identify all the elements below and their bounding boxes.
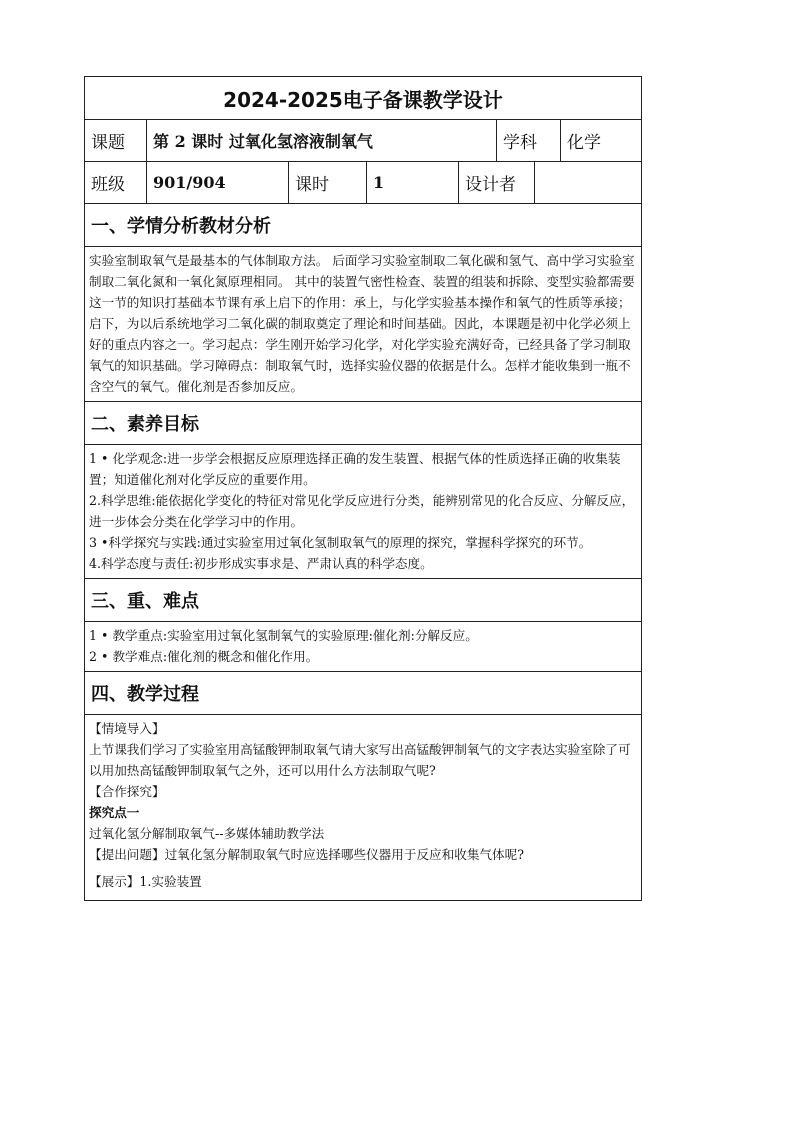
- section-heading: 三、重、难点: [91, 591, 199, 612]
- paragraph: 1 • 教学重点:实验室用过氧化氢制氧气的实验原理:催化剂:分解反应。: [89, 628, 478, 643]
- section-1-body: [84, 247, 642, 402]
- section-3-header: [84, 579, 642, 622]
- section-2-body: [84, 445, 642, 579]
- title-row: [84, 76, 642, 120]
- section-content: [85, 445, 641, 578]
- class-row: [84, 162, 642, 204]
- document-title: 2024-2025电子备课教学设计: [223, 87, 503, 112]
- paragraph: 上节课我们学习了实验室用高锰酸钾制取氧气请大家写出高锰酸钾制氧气的文字表达实验室除了可以用加热高锰酸钾制取氧气之外，还可以用什么方法制取气呢?: [89, 742, 631, 778]
- topic-label: 课题: [85, 120, 147, 161]
- section-4-header: [84, 672, 642, 715]
- section-4-body: [84, 715, 642, 901]
- section-heading: 一、学情分析教材分析: [91, 216, 271, 237]
- paragraph: 【提出问题】过氧化氢分解制取氧气时应选择哪些仪器用于反应和收集气体呢?: [89, 847, 524, 862]
- paragraph: 过氧化氢分解制取氧气--多媒体辅助教学法: [89, 826, 325, 841]
- class-value: 901/904: [147, 162, 289, 203]
- hours-label: 课时: [289, 162, 367, 203]
- section-content: [85, 622, 484, 671]
- hours-value: 1: [367, 162, 459, 203]
- section-3-body: [84, 622, 642, 672]
- class-label: 班级: [85, 162, 147, 203]
- section-content: [85, 715, 641, 900]
- paragraph: 【合作探究】: [89, 784, 165, 799]
- paragraph: 【情境导入】: [89, 721, 165, 736]
- paragraph: 1 • 化学观念:进一步学会根据反应原理选择正确的发生装置、根据气体的性质选择正确的收集装置；知道催化剂对化学反应的重要作用。: [89, 451, 621, 487]
- paragraph: 探究点一: [89, 805, 140, 820]
- topic-row: [84, 120, 642, 162]
- designer-label: 设计者: [459, 162, 535, 203]
- topic-value: 第 2 课时 过氧化氢溶液制氧气: [147, 120, 497, 161]
- paragraph: 实验室制取氧气是最基本的气体制取方法。 后面学习实验室制取二氧化碳和氢气、高中学习实验室制取二氧化氮和一氧化氮原理相同。 其中的装置气密性检查、装置的组装和拆除、变型实验都需要这一节的知识打基础本节课有承上启下的作用：承上，与化学实验基本操作和氧气的性质等承接；启下，为以后系统地学习二氧化碳的制取奠定了理论和时间基础。因此，本课题是初中化学必须上好的重点内容之一。学习起点：学生刚开始学习化学，对化学实验充满好奇，已经具备了学习制取氧气的知识基础。学习障碍点：制取氧气时，选择实验仪器的依据是什么。怎样才能收集到一瓶不含空气的氧气。催化剂是否参加反应。: [89, 253, 635, 394]
- subject-value: 化学: [567, 133, 601, 153]
- section-content: [85, 247, 641, 401]
- section-2-header: [84, 402, 642, 445]
- paragraph: 4.科学态度与责任:初步形成实事求是、严肃认真的科学态度。: [89, 556, 433, 571]
- section-1-header: [84, 204, 642, 247]
- paragraph: 【展示】1.实验装置: [89, 874, 202, 889]
- paragraph: 3 •科学探究与实践:通过实验室用过氧化氢制取氧气的原理的探究，掌握科学探究的环节。: [89, 535, 592, 550]
- lesson-plan-table: [84, 76, 642, 901]
- paragraph: 2 • 教学难点:催化剂的概念和催化作用。: [89, 649, 319, 664]
- subject-label: 学科: [497, 120, 561, 161]
- designer-value: [535, 162, 641, 203]
- section-heading: 四、教学过程: [91, 684, 199, 705]
- section-heading: 二、素养目标: [91, 414, 199, 435]
- paragraph: 2.科学思维:能依据化学变化的特征对常见化学反应进行分类，能辨别常见的化合反应、分解反应，进一步体会分类在化学学习中的作用。: [89, 493, 635, 529]
